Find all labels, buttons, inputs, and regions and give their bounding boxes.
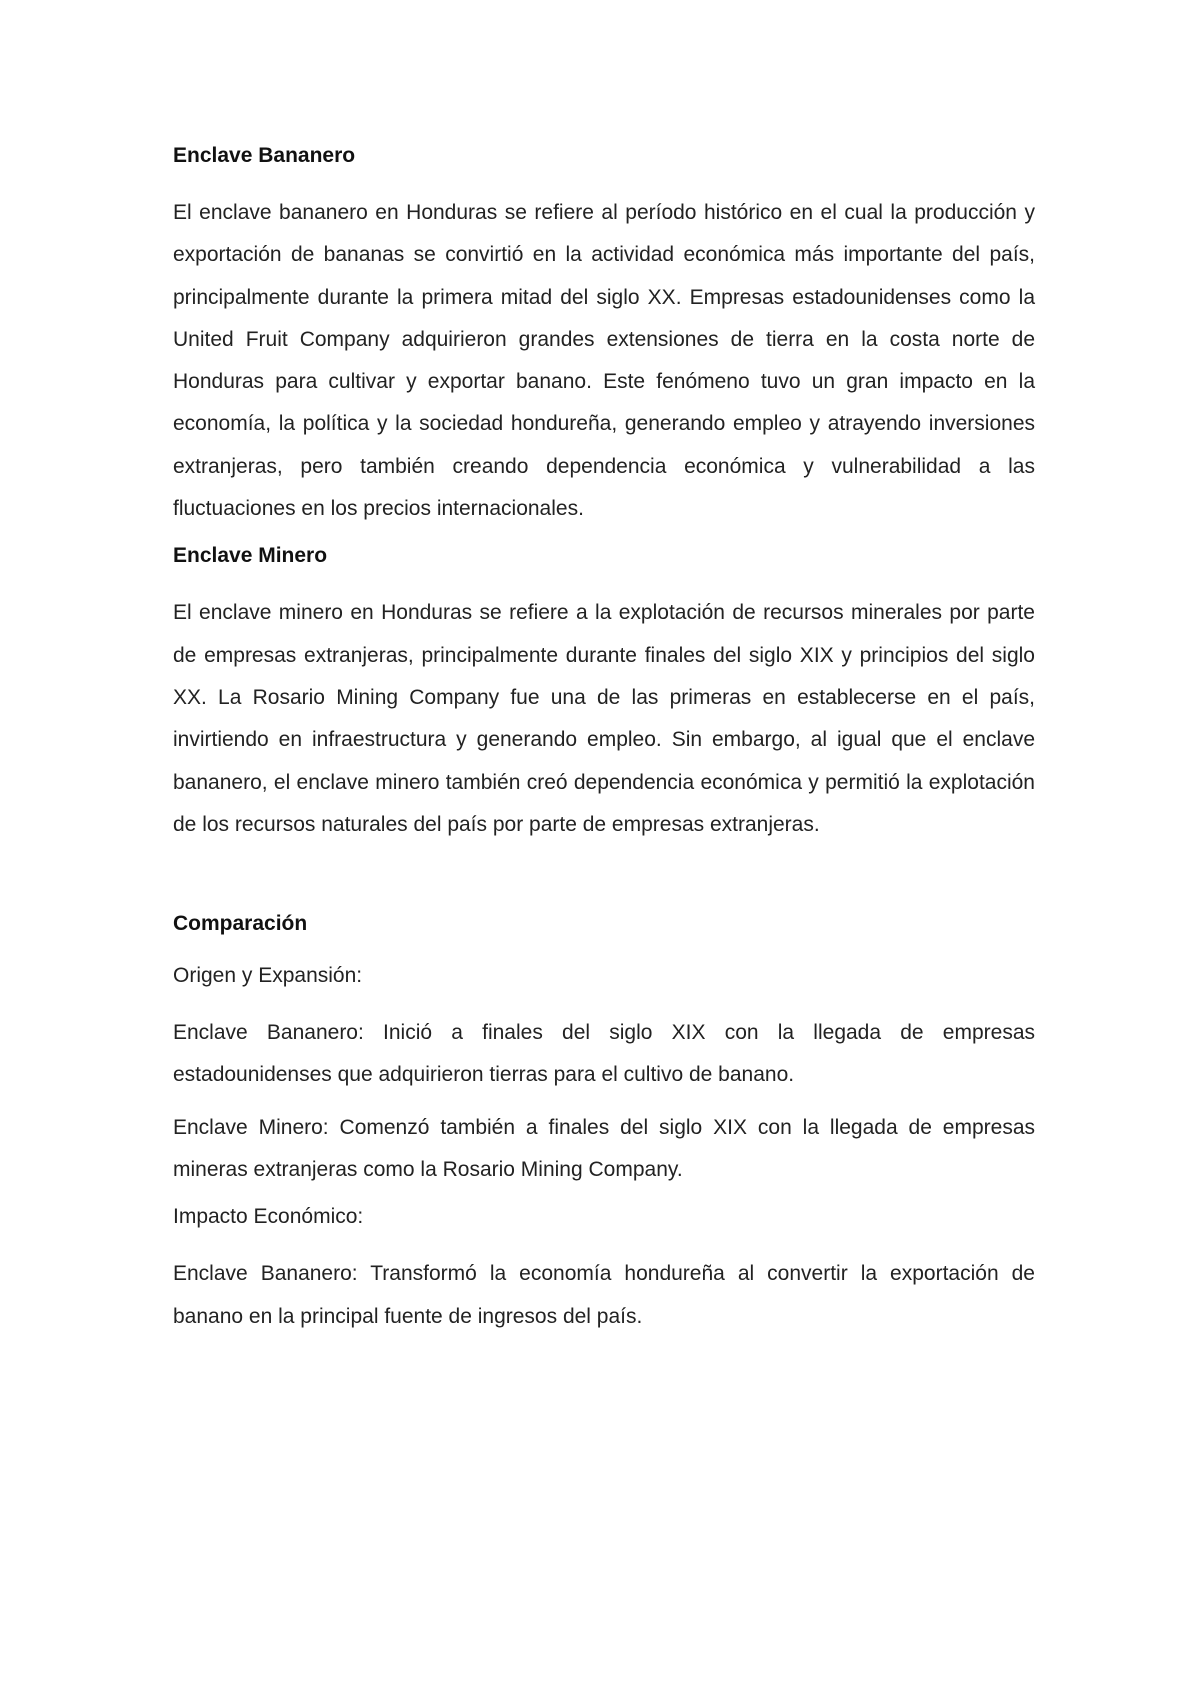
comparison-origin-banana: Enclave Bananero: Inició a finales del siglo XIX con la llegada de empresas estadounidenses que adquirieron tierras para el cultivo de banano.: [173, 1021, 1035, 1087]
section-heading-mining: Enclave Minero: [173, 544, 328, 568]
comparison-impact-label: Impacto Económico:: [173, 1205, 364, 1229]
document-page: [173, 140, 1035, 1348]
section-heading-comparison: Comparación: [173, 912, 308, 936]
section-body-banana: El enclave bananero en Honduras se refiere al período histórico en el cual la producción y exportación de bananas se convirtió en la actividad económica más importante del país, principalmente durante la primera mitad del siglo XX. Empresas estadounidenses como la United Fruit Company adquirieron grandes extensiones de tierra en la costa norte de Honduras para cultivar y exportar banano. Este fenómeno tuvo un gran impacto en la economía, la política y la sociedad hondureña, generando empleo y atrayendo inversiones extranjeras, pero también creando dependencia económica y vulnerabilidad a las fluctuaciones en los precios internacionales.: [173, 201, 1035, 521]
section-heading-banana: Enclave Bananero: [173, 144, 356, 167]
section-body-mining: El enclave minero en Honduras se refiere a la explotación de recursos minerales por parte de empresas extranjeras, principalmente durante finales del siglo XIX y principios del siglo XX. La Rosario Mining Company fue una de las primeras en establecerse en el país, invirtiendo en infraestructura y generando empleo. Sin embargo, al igual que el enclave bananero, el enclave minero también creó dependencia económica y permitió la explotación de los recursos naturales del país por parte de empresas extranjeras.: [173, 601, 1035, 836]
comparison-origin-label: Origen y Expansión:: [173, 964, 363, 988]
comparison-impact-banana: Enclave Bananero: Transformó la economía hondureña al convertir la exportación de banano en la principal fuente de ingresos del país.: [173, 1262, 1035, 1328]
comparison-origin-mining: Enclave Minero: Comenzó también a finales del siglo XIX con la llegada de empresas mineras extranjeras como la Rosario Mining Company.: [173, 1115, 1035, 1182]
section-spacer: [173, 856, 1035, 908]
